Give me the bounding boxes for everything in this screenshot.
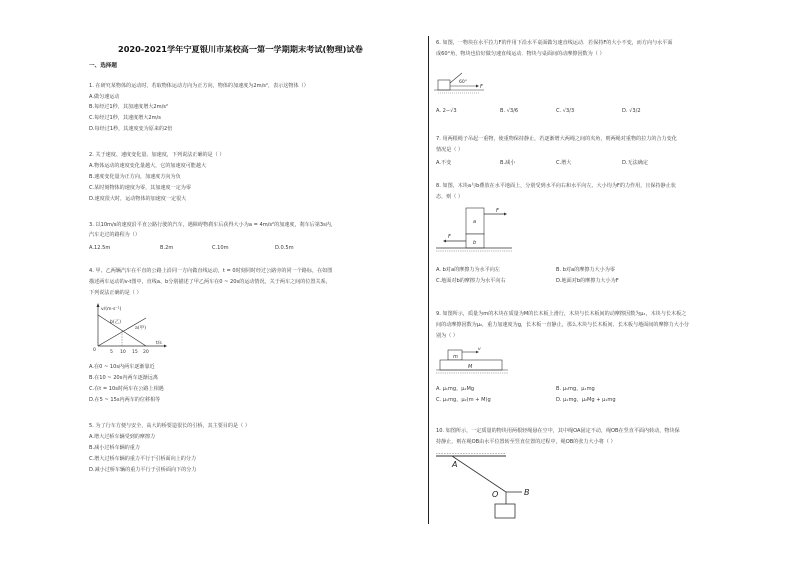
question-6-stem-line2: 成60°角，物块也恰好做匀速直线运动．物块与桌面间的动摩擦因数为（ ） <box>436 51 605 57</box>
q9-option-d: D. μ₁mg，μ₂Mg + μ₁mg <box>556 397 616 403</box>
question-8-stem-line1: 8. 如图，木块a与b叠放在水平地面上，分别受到水平向右和水平向左、大小均为F的力作用，且保持静止状 <box>436 183 676 189</box>
q6-block <box>438 80 450 90</box>
q10-hanging-block <box>495 504 515 518</box>
q8-option-d: D.地面对b的摩擦力大小为F <box>556 278 619 284</box>
q1-option-a: A.做匀速运动 <box>89 94 120 100</box>
q8-force-left-arrow-icon <box>443 240 446 243</box>
q8-label-b: b <box>473 240 477 246</box>
question-2-stem: 2. 关于速度、速度变化量、加速度，下列说法正确的是（ ） <box>89 152 225 158</box>
q2-option-a: A.物体运动的速度变化量越大，它的加速度可能越大 <box>89 163 207 169</box>
q8-figure <box>434 204 514 258</box>
q10-label-A: A <box>452 460 458 469</box>
q4-option-b: B.在10 ~ 20s内两车逐渐远离 <box>89 375 158 381</box>
vt-graph-y-arrow-icon <box>97 303 100 307</box>
q6-figure <box>434 72 492 98</box>
q1-option-c: C.每经过1秒，其速度增大2m/s <box>89 115 161 121</box>
q2-option-d: D.速度很大时，运动物体的加速度一定很大 <box>89 196 187 202</box>
q3-option-b: B.2m <box>160 245 174 251</box>
q6-angle-label: 60° <box>459 80 467 85</box>
q1-option-d: D.每经过1秒，其速度变为原来的2倍 <box>89 126 173 132</box>
question-8-stem-line2: 态，则（ ） <box>436 194 464 200</box>
q2-option-b: B.速度变化量为正方向，加速度方向为负 <box>89 174 181 180</box>
q4-option-a: A.在0 ~ 10s内两车逐渐靠近 <box>89 364 155 370</box>
q6-option-a: A. 2−√3 <box>436 108 457 114</box>
q9-option-c: C. μ₁mg，μ₂(m + M)g <box>436 397 491 403</box>
vt-graph-xlabel: t/s <box>156 341 162 346</box>
question-6-stem-line1: 6. 如图，一物块在水平拉力F的作用下沿水平桌面做匀速直线运动．若保持F的大小不变，而方向与水平面 <box>436 40 673 46</box>
q8-force-left-label: F <box>448 234 451 240</box>
question-4-stem-line3: 下列说法正确的是（ ） <box>89 290 142 296</box>
q10-figure <box>434 452 544 522</box>
vt-line-b-label: b(乙) <box>110 320 122 325</box>
q2-option-c: C.某时刻物体的速度为零，其加速度一定为零 <box>89 185 191 191</box>
q6-option-d: D. √3/2 <box>622 108 641 114</box>
q7-option-b: B.减小 <box>500 160 516 166</box>
q3-option-d: D.0.5m <box>275 245 294 251</box>
question-5-stem: 5. 为了行车方便与安全，高大的桥要造很长的引桥，其主要目的是（ ） <box>89 423 250 429</box>
q10-label-O: O <box>492 490 499 499</box>
page-title: 2020-2021学年宁夏银川市某校高一第一学期期末考试(物理)试卷 <box>118 44 363 54</box>
q9-option-b: B. μ₁mg，μ₁mg <box>556 386 595 392</box>
q5-option-c: C.增大过桥车辆的重力平行于引桥面向上的分力 <box>89 456 197 462</box>
question-9-stem-line3: 别为（ ） <box>436 333 458 339</box>
question-1-stem: 1. 在研究某物体的运动时，若取物体运动方向为正方向，物体的加速度为2m/s²，表示这物体（） <box>89 83 309 89</box>
q8-option-a: A. b对a的摩擦力为水平向左 <box>436 267 500 273</box>
question-7-stem-line2: 情况是（ ） <box>436 147 464 153</box>
question-3-stem-line2: 汽车走过的路程为（） <box>89 232 140 238</box>
section-heading: 一、选择题 <box>89 63 117 69</box>
question-10-stem-line2: 持静止，则在绳OB由水平位置转至竖直位置的过程中，绳OB的张力大小将（ ） <box>436 439 616 445</box>
q5-option-d: D.减小过桥车辆的重力平行于引桥面向下的分力 <box>89 467 197 473</box>
vt-graph-xtick: 5 <box>110 350 113 355</box>
vt-graph-origin: 0 <box>93 348 96 353</box>
vt-graph-xtick: 10 <box>120 350 126 355</box>
question-4-stem-line2: 描述两车运动的v-t图中，直线a、b分别描述了甲乙两车在0 ~ 20s的运动情况，关于两车之间的位置关系， <box>89 279 331 285</box>
q6-force-arrow-icon <box>476 85 479 88</box>
q7-option-a: A.不变 <box>436 160 452 166</box>
q9-label-M: M <box>468 364 473 370</box>
vt-graph-ylabel: v/(m·s⁻¹) <box>101 307 122 312</box>
q9-label-v: v <box>478 347 481 352</box>
q7-option-d: D.无法确定 <box>622 160 648 166</box>
q8-force-right-label: F <box>496 208 499 214</box>
q1-option-b: B.每经过1秒，其加速度增大2m/s² <box>89 104 169 110</box>
vt-graph-xtick: 20 <box>143 350 149 355</box>
question-4-stem-line1: 4. 甲、乙两辆汽车在平直的公路上沿同一方向做直线运动，t = 0时刻同时经过公路旁的同一个路标，在如图 <box>89 268 333 274</box>
question-3-stem-line1: 3. 以10m/s的速度沿平直公路行驶的汽车，遇障碍物刹车后获得大小为a = 4m/s²的加速度，刹车后第3s内， <box>89 222 336 228</box>
q3-option-a: A.12.5m <box>89 245 111 251</box>
question-10-stem-line1: 10. 如图所示，一定质量的物块用两根轻绳悬在空中，其中绳OA固定不动，绳OB在竖直平面内转动，物块保 <box>436 428 680 434</box>
q9-label-m: m <box>453 354 458 360</box>
q5-option-b: B.减小过桥车辆的重力 <box>89 445 140 451</box>
q4-option-d: D.在5 ~ 15s内两车的位移相等 <box>89 397 161 403</box>
q6-option-b: B. √3/6 <box>500 108 519 114</box>
q8-option-b: B. b对a的摩擦力大小为零 <box>556 267 615 273</box>
vt-graph-xtick: 15 <box>132 350 138 355</box>
q10-rope-OA <box>452 456 506 492</box>
vt-line-a-label: a(甲) <box>135 326 146 331</box>
q9-figure <box>434 344 510 380</box>
q10-label-B: B <box>524 488 530 497</box>
q7-option-c: C.增大 <box>556 160 572 166</box>
vt-graph-x-arrow-icon <box>164 345 167 348</box>
q4-option-c: C.在t = 10s时两车在公路上相遇 <box>89 386 164 392</box>
column-divider <box>428 36 429 524</box>
q8-force-right-arrow-icon <box>504 213 507 216</box>
q6-option-c: C. √3/3 <box>556 108 575 114</box>
vt-graph-figure <box>88 300 168 358</box>
question-9-stem-line1: 9. 如图所示，质量为m的木块在质量为M的长木板上滑行，木块与长木板间的动摩擦因数为μ₁，木块与长木板之 <box>436 311 687 317</box>
q8-option-c: C.地面对b的摩擦力为水平向右 <box>436 278 506 284</box>
question-7-stem-line1: 7. 用两根绳子吊起一重物，使重物保持静止，若逐渐增大两绳之间的夹角，则两绳对重物的拉力的合力变化 <box>436 136 677 142</box>
q9-option-a: A. μ₁mg，μ₂Mg <box>436 386 475 392</box>
q6-force-label: F <box>480 84 483 90</box>
q3-option-c: C.10m <box>212 245 229 251</box>
question-9-stem-line2: 间的动摩擦因数为μ₂，重力加速度为g，长木板一直静止，那么木块与长木板间、长木板与地面间的摩擦力大小分 <box>436 322 690 328</box>
q8-label-a: a <box>473 219 477 225</box>
q5-option-a: A.增大过桥车辆受到的摩擦力 <box>89 434 156 440</box>
